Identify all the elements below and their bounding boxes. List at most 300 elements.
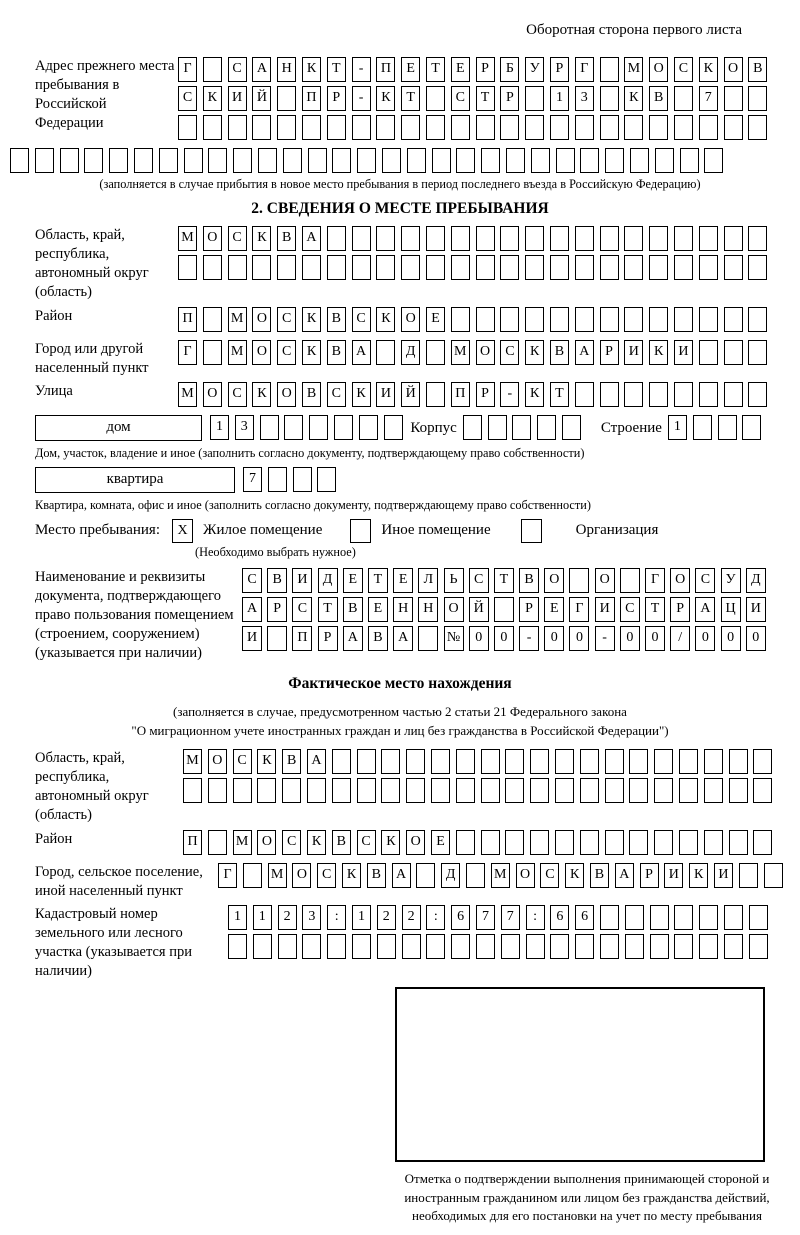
char-box[interactable] — [748, 382, 767, 407]
char-box[interactable]: Р — [327, 86, 346, 111]
char-box[interactable] — [406, 749, 425, 774]
char-box[interactable]: Р — [519, 597, 539, 622]
char-box[interactable] — [233, 778, 252, 803]
char-box[interactable] — [605, 749, 624, 774]
char-box[interactable] — [302, 934, 321, 959]
char-box[interactable] — [376, 226, 395, 251]
char-box[interactable] — [317, 467, 336, 492]
char-box[interactable]: А — [252, 57, 271, 82]
char-box[interactable]: К — [257, 749, 276, 774]
char-box[interactable]: С — [357, 830, 376, 855]
char-box[interactable] — [60, 148, 79, 173]
char-box[interactable] — [674, 307, 693, 332]
char-box[interactable]: Т — [401, 86, 420, 111]
char-box[interactable] — [753, 749, 772, 774]
char-box[interactable]: М — [228, 307, 247, 332]
char-box[interactable] — [624, 307, 643, 332]
char-box[interactable] — [426, 382, 445, 407]
char-box[interactable]: Г — [645, 568, 665, 593]
char-box[interactable]: Ь — [444, 568, 464, 593]
char-box[interactable]: Г — [575, 57, 594, 82]
char-box[interactable] — [451, 115, 470, 140]
char-box[interactable] — [575, 115, 594, 140]
char-box[interactable] — [159, 148, 178, 173]
char-box[interactable] — [401, 255, 420, 280]
char-box[interactable]: М — [268, 863, 287, 888]
char-box[interactable] — [629, 830, 648, 855]
char-box[interactable] — [629, 778, 648, 803]
char-box[interactable] — [277, 115, 296, 140]
char-box[interactable]: О — [208, 749, 227, 774]
char-box[interactable] — [302, 115, 321, 140]
char-box[interactable] — [575, 226, 594, 251]
char-box[interactable] — [178, 115, 197, 140]
char-box[interactable] — [724, 340, 743, 365]
char-box[interactable] — [550, 934, 569, 959]
char-box[interactable] — [729, 749, 748, 774]
char-box[interactable]: В — [327, 340, 346, 365]
char-box[interactable]: 6 — [550, 905, 569, 930]
char-box[interactable]: О — [257, 830, 276, 855]
char-box[interactable]: К — [565, 863, 584, 888]
char-box[interactable]: И — [228, 86, 247, 111]
char-box[interactable] — [352, 226, 371, 251]
char-box[interactable]: Г — [178, 57, 197, 82]
char-box[interactable] — [605, 148, 624, 173]
char-box[interactable] — [600, 307, 619, 332]
char-box[interactable] — [649, 226, 668, 251]
char-box[interactable]: О — [444, 597, 464, 622]
char-box[interactable]: О — [252, 307, 271, 332]
char-box[interactable]: 0 — [620, 626, 640, 651]
char-box[interactable] — [550, 307, 569, 332]
char-box[interactable]: У — [721, 568, 741, 593]
char-box[interactable]: С — [620, 597, 640, 622]
char-box[interactable] — [203, 307, 222, 332]
char-box[interactable] — [724, 934, 743, 959]
char-box[interactable] — [476, 934, 495, 959]
char-box[interactable]: К — [624, 86, 643, 111]
char-box[interactable]: : — [327, 905, 346, 930]
char-box[interactable] — [679, 778, 698, 803]
char-box[interactable] — [268, 467, 287, 492]
char-box[interactable] — [332, 749, 351, 774]
char-box[interactable]: С — [352, 307, 371, 332]
char-box[interactable] — [525, 226, 544, 251]
char-box[interactable] — [764, 863, 783, 888]
char-box[interactable] — [308, 148, 327, 173]
char-box[interactable] — [748, 340, 767, 365]
char-box[interactable]: С — [277, 307, 296, 332]
char-box[interactable] — [600, 57, 619, 82]
char-box[interactable]: С — [500, 340, 519, 365]
char-box[interactable]: С — [277, 340, 296, 365]
char-box[interactable] — [277, 255, 296, 280]
char-box[interactable]: С — [292, 597, 312, 622]
char-box[interactable] — [228, 255, 247, 280]
char-box[interactable] — [500, 115, 519, 140]
char-box[interactable] — [476, 307, 495, 332]
char-box[interactable]: М — [228, 340, 247, 365]
char-box[interactable]: Р — [267, 597, 287, 622]
char-box[interactable] — [724, 86, 743, 111]
char-box[interactable]: - — [595, 626, 615, 651]
char-box[interactable]: И — [292, 568, 312, 593]
char-box[interactable]: Н — [418, 597, 438, 622]
char-box[interactable] — [505, 749, 524, 774]
char-box[interactable] — [183, 778, 202, 803]
char-box[interactable] — [530, 778, 549, 803]
char-box[interactable] — [699, 226, 718, 251]
char-box[interactable] — [283, 148, 302, 173]
char-box[interactable]: : — [526, 905, 545, 930]
char-box[interactable] — [580, 749, 599, 774]
char-box[interactable] — [724, 255, 743, 280]
char-box[interactable] — [500, 255, 519, 280]
char-box[interactable]: 7 — [243, 467, 262, 492]
char-box[interactable]: К — [203, 86, 222, 111]
char-box[interactable]: О — [670, 568, 690, 593]
char-box[interactable]: 0 — [494, 626, 514, 651]
char-box[interactable]: И — [664, 863, 683, 888]
char-box[interactable] — [307, 778, 326, 803]
char-box[interactable] — [674, 382, 693, 407]
char-box[interactable] — [381, 749, 400, 774]
char-box[interactable] — [481, 778, 500, 803]
char-box[interactable]: С — [228, 382, 247, 407]
char-box[interactable] — [357, 148, 376, 173]
char-box[interactable] — [699, 934, 718, 959]
char-box[interactable] — [506, 148, 525, 173]
char-box[interactable] — [654, 830, 673, 855]
char-box[interactable]: А — [242, 597, 262, 622]
char-box[interactable]: Й — [469, 597, 489, 622]
char-box[interactable]: 0 — [469, 626, 489, 651]
char-box[interactable]: О — [252, 340, 271, 365]
char-box[interactable] — [359, 415, 378, 440]
char-box[interactable]: И — [674, 340, 693, 365]
char-box[interactable]: С — [674, 57, 693, 82]
char-box[interactable]: Д — [441, 863, 460, 888]
char-box[interactable]: Г — [569, 597, 589, 622]
char-box[interactable] — [208, 148, 227, 173]
char-box[interactable]: К — [302, 307, 321, 332]
char-box[interactable] — [466, 863, 485, 888]
char-box[interactable]: И — [595, 597, 615, 622]
char-box[interactable] — [649, 255, 668, 280]
char-box[interactable]: - — [500, 382, 519, 407]
char-box[interactable]: В — [282, 749, 301, 774]
char-box[interactable]: К — [252, 226, 271, 251]
char-box[interactable]: 7 — [476, 905, 495, 930]
char-box[interactable] — [481, 830, 500, 855]
char-box[interactable]: О — [203, 382, 222, 407]
char-box[interactable]: Е — [544, 597, 564, 622]
char-box[interactable] — [530, 749, 549, 774]
char-box[interactable] — [569, 568, 589, 593]
char-box[interactable] — [352, 255, 371, 280]
char-box[interactable]: П — [376, 57, 395, 82]
char-box[interactable]: К — [376, 86, 395, 111]
char-box[interactable] — [605, 778, 624, 803]
char-box[interactable] — [278, 934, 297, 959]
char-box[interactable]: А — [392, 863, 411, 888]
char-box[interactable]: 3 — [235, 415, 254, 440]
char-box[interactable]: А — [307, 749, 326, 774]
char-box[interactable] — [178, 255, 197, 280]
char-box[interactable]: Г — [218, 863, 237, 888]
char-box[interactable] — [748, 307, 767, 332]
char-box[interactable] — [184, 148, 203, 173]
char-box[interactable]: П — [292, 626, 312, 651]
char-box[interactable]: К — [307, 830, 326, 855]
char-box[interactable]: К — [302, 340, 321, 365]
char-box[interactable]: К — [342, 863, 361, 888]
char-box[interactable]: Р — [670, 597, 690, 622]
char-box[interactable]: В — [277, 226, 296, 251]
char-box[interactable] — [724, 905, 743, 930]
char-box[interactable] — [463, 415, 482, 440]
char-box[interactable] — [407, 148, 426, 173]
char-box[interactable] — [649, 115, 668, 140]
char-box[interactable] — [505, 778, 524, 803]
char-box[interactable]: / — [670, 626, 690, 651]
char-box[interactable]: Т — [368, 568, 388, 593]
char-box[interactable] — [426, 340, 445, 365]
char-box[interactable]: О — [476, 340, 495, 365]
char-box[interactable] — [550, 115, 569, 140]
char-box[interactable] — [426, 86, 445, 111]
char-box[interactable] — [625, 905, 644, 930]
char-box[interactable]: Д — [401, 340, 420, 365]
char-box[interactable]: 1 — [550, 86, 569, 111]
char-box[interactable]: М — [178, 382, 197, 407]
char-box[interactable] — [649, 307, 668, 332]
char-box[interactable] — [233, 148, 252, 173]
char-box[interactable]: 6 — [575, 905, 594, 930]
char-box[interactable]: В — [327, 307, 346, 332]
char-box[interactable]: 6 — [451, 905, 470, 930]
char-box[interactable]: М — [178, 226, 197, 251]
char-box[interactable] — [500, 307, 519, 332]
char-box[interactable]: Т — [476, 86, 495, 111]
char-box[interactable] — [679, 830, 698, 855]
char-box[interactable]: Т — [318, 597, 338, 622]
char-box[interactable] — [580, 830, 599, 855]
char-box[interactable] — [456, 749, 475, 774]
char-box[interactable] — [10, 148, 29, 173]
char-box[interactable] — [488, 415, 507, 440]
char-box[interactable] — [748, 255, 767, 280]
char-box[interactable]: В — [343, 597, 363, 622]
char-box[interactable]: Г — [178, 340, 197, 365]
char-box[interactable] — [625, 934, 644, 959]
char-box[interactable] — [550, 255, 569, 280]
char-box[interactable]: В — [590, 863, 609, 888]
char-box[interactable] — [693, 415, 712, 440]
char-box[interactable] — [748, 226, 767, 251]
checkbox-inoe[interactable] — [350, 519, 371, 543]
char-box[interactable] — [575, 934, 594, 959]
char-box[interactable] — [742, 415, 761, 440]
char-box[interactable] — [332, 148, 351, 173]
char-box[interactable]: В — [550, 340, 569, 365]
char-box[interactable] — [332, 778, 351, 803]
char-box[interactable] — [35, 148, 54, 173]
char-box[interactable] — [555, 749, 574, 774]
char-box[interactable]: Е — [401, 57, 420, 82]
char-box[interactable]: Т — [327, 57, 346, 82]
char-box[interactable] — [451, 934, 470, 959]
char-box[interactable] — [431, 778, 450, 803]
char-box[interactable]: В — [519, 568, 539, 593]
char-box[interactable] — [629, 749, 648, 774]
char-box[interactable] — [620, 568, 640, 593]
char-box[interactable] — [724, 226, 743, 251]
char-box[interactable] — [456, 148, 475, 173]
char-box[interactable]: Н — [393, 597, 413, 622]
char-box[interactable] — [580, 148, 599, 173]
char-box[interactable]: О — [277, 382, 296, 407]
char-box[interactable] — [402, 934, 421, 959]
char-box[interactable] — [530, 830, 549, 855]
char-box[interactable]: 0 — [746, 626, 766, 651]
char-box[interactable] — [134, 148, 153, 173]
char-box[interactable]: Р — [476, 382, 495, 407]
char-box[interactable]: П — [183, 830, 202, 855]
char-box[interactable]: С — [469, 568, 489, 593]
char-box[interactable]: У — [525, 57, 544, 82]
char-box[interactable]: С — [317, 863, 336, 888]
char-box[interactable]: М — [183, 749, 202, 774]
char-box[interactable] — [284, 415, 303, 440]
char-box[interactable]: О — [406, 830, 425, 855]
char-box[interactable]: П — [451, 382, 470, 407]
char-box[interactable] — [203, 340, 222, 365]
char-box[interactable]: С — [540, 863, 559, 888]
char-box[interactable] — [600, 934, 619, 959]
checkbox-organizaciya[interactable] — [521, 519, 542, 543]
char-box[interactable]: В — [302, 382, 321, 407]
char-box[interactable]: Р — [318, 626, 338, 651]
char-box[interactable] — [555, 778, 574, 803]
char-box[interactable] — [277, 86, 296, 111]
char-box[interactable] — [704, 148, 723, 173]
char-box[interactable] — [748, 115, 767, 140]
char-box[interactable] — [537, 415, 556, 440]
char-box[interactable] — [600, 86, 619, 111]
char-box[interactable] — [382, 148, 401, 173]
char-box[interactable] — [624, 382, 643, 407]
char-box[interactable] — [494, 597, 514, 622]
char-box[interactable] — [650, 905, 669, 930]
char-box[interactable] — [377, 934, 396, 959]
char-box[interactable] — [600, 382, 619, 407]
char-box[interactable]: И — [746, 597, 766, 622]
char-box[interactable]: С — [327, 382, 346, 407]
char-box[interactable]: Т — [550, 382, 569, 407]
char-box[interactable]: В — [748, 57, 767, 82]
char-box[interactable]: Т — [494, 568, 514, 593]
char-box[interactable]: О — [401, 307, 420, 332]
char-box[interactable]: 0 — [695, 626, 715, 651]
char-box[interactable]: 7 — [501, 905, 520, 930]
char-box[interactable] — [481, 749, 500, 774]
char-box[interactable] — [531, 148, 550, 173]
char-box[interactable] — [649, 382, 668, 407]
char-box[interactable] — [253, 934, 272, 959]
char-box[interactable]: А — [302, 226, 321, 251]
char-box[interactable] — [550, 226, 569, 251]
char-box[interactable] — [381, 778, 400, 803]
char-box[interactable] — [252, 115, 271, 140]
char-box[interactable] — [525, 86, 544, 111]
char-box[interactable] — [699, 340, 718, 365]
char-box[interactable]: Н — [277, 57, 296, 82]
char-box[interactable] — [575, 307, 594, 332]
char-box[interactable]: 1 — [228, 905, 247, 930]
char-box[interactable]: К — [699, 57, 718, 82]
char-box[interactable]: К — [525, 382, 544, 407]
char-box[interactable] — [327, 226, 346, 251]
char-box[interactable] — [600, 115, 619, 140]
char-box[interactable] — [327, 934, 346, 959]
char-box[interactable]: Ц — [721, 597, 741, 622]
char-box[interactable] — [352, 934, 371, 959]
char-box[interactable] — [258, 148, 277, 173]
char-box[interactable]: П — [302, 86, 321, 111]
char-box[interactable] — [729, 778, 748, 803]
char-box[interactable]: Й — [401, 382, 420, 407]
char-box[interactable] — [699, 307, 718, 332]
char-box[interactable] — [526, 934, 545, 959]
char-box[interactable]: М — [491, 863, 510, 888]
char-box[interactable]: 1 — [210, 415, 229, 440]
char-box[interactable] — [432, 148, 451, 173]
char-box[interactable]: К — [649, 340, 668, 365]
char-box[interactable] — [699, 115, 718, 140]
char-box[interactable] — [753, 778, 772, 803]
char-box[interactable]: С — [233, 749, 252, 774]
char-box[interactable] — [674, 86, 693, 111]
char-box[interactable] — [203, 57, 222, 82]
char-box[interactable]: И — [624, 340, 643, 365]
char-box[interactable] — [704, 830, 723, 855]
char-box[interactable]: 0 — [645, 626, 665, 651]
char-box[interactable]: С — [228, 57, 247, 82]
char-box[interactable] — [260, 415, 279, 440]
char-box[interactable] — [84, 148, 103, 173]
char-box[interactable]: 1 — [352, 905, 371, 930]
char-box[interactable] — [500, 226, 519, 251]
char-box[interactable] — [674, 115, 693, 140]
char-box[interactable] — [401, 226, 420, 251]
char-box[interactable]: К — [352, 382, 371, 407]
char-box[interactable]: П — [178, 307, 197, 332]
char-box[interactable]: К — [376, 307, 395, 332]
char-box[interactable] — [267, 626, 287, 651]
char-box[interactable] — [749, 905, 768, 930]
char-box[interactable] — [203, 255, 222, 280]
char-box[interactable]: Р — [476, 57, 495, 82]
char-box[interactable]: К — [381, 830, 400, 855]
char-box[interactable] — [699, 905, 718, 930]
char-box[interactable]: Р — [600, 340, 619, 365]
char-box[interactable]: В — [368, 626, 388, 651]
char-box[interactable] — [203, 115, 222, 140]
char-box[interactable]: О — [724, 57, 743, 82]
char-box[interactable]: С — [695, 568, 715, 593]
